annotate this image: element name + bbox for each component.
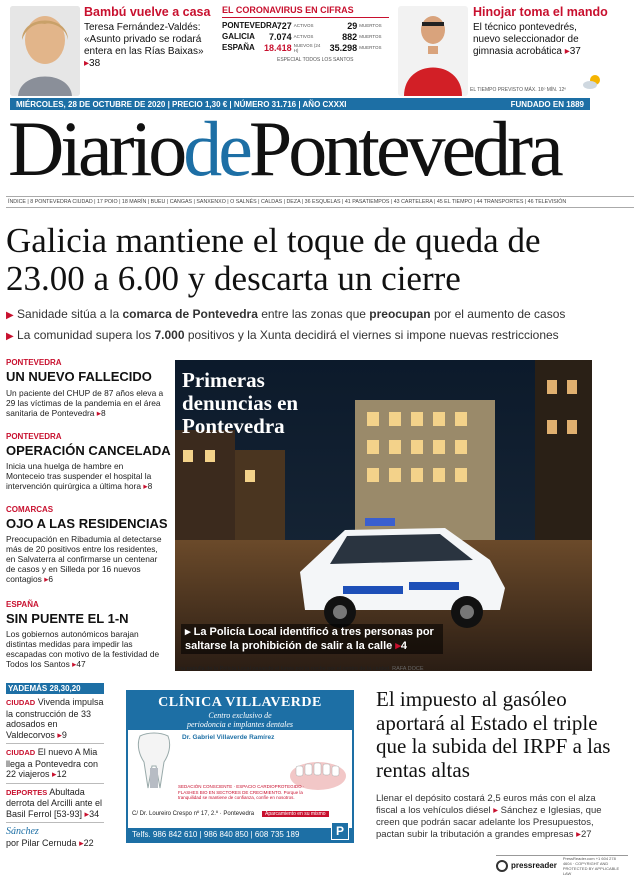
covid-deaths: 882 <box>342 31 358 42</box>
story2-arrow: ▸ <box>576 829 581 840</box>
covid-deaths-label: MUERTOS <box>359 23 382 28</box>
masthead-logo[interactable] <box>8 106 598 192</box>
brief-label: DEPORTES <box>6 787 48 797</box>
overlay-text: La Policía Local identificó a tres personas por saltarse la prohibición de salir a la calle <box>185 626 434 652</box>
brief-arrow: ▸ <box>57 729 62 740</box>
bullet-bold: preocupan <box>369 307 431 321</box>
bullet-text: entre las zonas que <box>257 307 370 321</box>
story-label: COMARCAS <box>6 505 54 514</box>
covid-active: 18.418 <box>264 42 292 53</box>
covid-figures-box <box>222 5 389 95</box>
story-text: Un paciente del CHUP de 87 años eleva a 29 las víctimas de la pandemia en el área sanitaria de Pontevedra <box>6 388 164 418</box>
covid-row <box>222 20 389 31</box>
covid-title: EL CORONAVIRUS EN CIFRAS <box>222 5 389 18</box>
story-page: 47 <box>76 659 86 669</box>
covid-deaths-label: MUERTOS <box>359 34 382 39</box>
ad-subtitle: Centro exclusivo de <box>208 711 272 720</box>
overlay-arrow-icon: ▸ <box>185 626 191 638</box>
masthead-part: Pontevedra <box>248 105 560 192</box>
covid-row <box>222 31 389 42</box>
bullet-text: Sanidade sitúa a la <box>17 307 123 321</box>
brief-label: CIUDAD <box>6 698 36 707</box>
pressreader-logo-icon <box>496 860 508 872</box>
promo-right-body: El técnico pontevedrés, nuevo seleccionador de gimnasia acrobática <box>473 22 579 57</box>
promo-right-photo[interactable] <box>398 6 468 96</box>
brief-page: 9 <box>61 729 67 740</box>
story-page: 8 <box>147 481 153 491</box>
bullet-bold: comarca de Pontevedra <box>122 307 258 321</box>
pressreader-name: pressreader <box>511 861 557 870</box>
covid-place: GALICIA <box>222 32 255 41</box>
covid-deaths: 29 <box>347 20 358 31</box>
ad-header <box>128 692 352 730</box>
caption-text: Una patrulla de la Policía Local pasando el lunes por la noche por el centro de la ciudad. <box>175 666 391 672</box>
bullet-text: por el aumento de casos <box>430 307 566 321</box>
brief-arrow: ▸ <box>79 837 84 848</box>
ad-doctor: Dr. Gabriel Villaverde Ramírez <box>182 734 275 741</box>
promo-left-photo[interactable] <box>10 6 80 96</box>
story2-text: Llenar el depósito costará 2,5 euros más con el alza fiscal a los vehículos diésel <box>376 793 596 816</box>
bullet-arrow-icon: ▶ <box>6 310 14 321</box>
main-headline[interactable]: Galicia mantiene el toque de queda de 23.00 a 6.00 y descarta un cierre <box>6 221 541 298</box>
story-text: Inicia una huelga de hambre en Monteceio tras suspender el hospital la intervención quirúrgica a última hora <box>6 461 152 491</box>
brief-arrow: ▸ <box>84 808 90 819</box>
promo-left-arrow: ▸ <box>84 58 90 69</box>
brief-page: 34 <box>89 808 100 819</box>
ad-phones: Telfs. 986 842 610 | 986 840 850 | 608 735 189 <box>128 828 352 841</box>
secondary-headline[interactable]: El impuesto al gasóleo aportará al Estado el triple que la subida del IRPF a las rentas altas <box>376 687 611 782</box>
weather-icon <box>582 74 602 90</box>
ad-parking: Aparcamiento en su mismo <box>262 811 329 817</box>
tooth-icon <box>134 732 174 797</box>
story-text: Preocupación en Ribadumia al detectarse más de 20 positivos entre los residentes, en Salvaterra al confirmarse un centenar de casos y en Silleda por 16 nuevos contagios <box>6 534 162 584</box>
brief-label: CIUDAD <box>6 748 36 757</box>
story-title[interactable]: OJO A LAS RESIDENCIAS <box>6 516 168 531</box>
headline-bullet <box>6 307 626 323</box>
promo-right-page: 37 <box>569 46 581 57</box>
story-label: ESPAÑA <box>6 600 39 609</box>
clinic-advertisement[interactable] <box>126 690 354 843</box>
story2-page: 27 <box>580 829 592 840</box>
ad-clinic-name: CLÍNICA VILLAVERDE <box>158 695 322 710</box>
promo-right-text <box>473 22 603 58</box>
brief-text: por Pilar Cernuda <box>6 837 77 848</box>
story-arrow: ▸ <box>44 574 49 584</box>
covid-active: 7.074 <box>269 31 292 42</box>
covid-deaths-label: MUERTOS <box>359 45 382 50</box>
story-arrow: ▸ <box>143 481 148 491</box>
brief-page: 12 <box>56 769 67 779</box>
covid-active-label: NUEVOS (24 H) <box>293 42 321 53</box>
brief-text: El nuevo A Mia llega a Pontevedra con 22 viajeros <box>6 747 99 779</box>
story-label: PONTEVEDRA <box>6 358 62 367</box>
photo-overlay-text[interactable] <box>181 624 443 654</box>
photo-caption <box>175 666 592 672</box>
ad-fineprint <box>182 744 292 780</box>
brief-item[interactable] <box>6 697 104 744</box>
top-promo-band <box>0 0 640 97</box>
story2-text: Sánchez e Iglesias, que creen que podrán sacar adelante los Presupuestos, pactan subir la tributación a grandes empresas <box>376 805 602 840</box>
story-body <box>6 461 164 491</box>
brief-page: 22 <box>83 837 94 848</box>
overlay-page: 4 <box>400 640 407 652</box>
story-text: Los gobiernos autonómicos barajan distintas medidas para impedir las escapadas con motivo de la festividad de Todos los Santos <box>6 629 160 669</box>
story-body <box>6 534 164 584</box>
ad-red-text: SEDACIÓN CONSCIENTE · ESPACIO CARDIOPROTEGIDO · FLASHES BIO EN SECTORES DE CRECIMIENTO. Porque la tranquilidad se mantiene de confianza, confíe en nosotros. <box>178 784 305 800</box>
covid-row <box>222 42 389 53</box>
bullet-text: positivos y la Xunta decidirá el viernes si impone nuevas restricciones <box>184 328 559 342</box>
promo-left-title[interactable]: Bambú vuelve a casa <box>84 5 211 19</box>
brief-item[interactable] <box>6 826 104 851</box>
masthead-part: de <box>183 105 249 192</box>
story-arrow: ▸ <box>72 659 77 669</box>
overlay-arrow: ▸ <box>395 640 401 652</box>
story-body <box>6 629 164 669</box>
story2-arrow: ▸ <box>493 805 499 816</box>
covid-active-label: ACTIVOS <box>293 34 314 39</box>
covid-active-label: ACTIVOS <box>293 23 314 28</box>
story-body <box>6 388 164 418</box>
promo-right-arrow: ▸ <box>564 46 570 57</box>
promo-left-body: Teresa Fernández-Valdés: «Asunto privado se rodará entera en las Rías Baixas» <box>84 22 204 57</box>
founded-text: FUNDADO EN 1889 <box>510 99 584 109</box>
brief-label: Sánchez <box>6 826 39 837</box>
promo-right-title[interactable]: Hinojar toma el mando <box>473 5 608 19</box>
story-page: 8 <box>101 408 106 418</box>
parking-icon: P <box>331 822 349 840</box>
brief-item[interactable] <box>6 747 104 784</box>
story-page: 6 <box>48 574 54 584</box>
section-index[interactable]: ÍNDICE | 8 PONTEVEDRA CIUDAD | 17 POIO | 18 MARÍN | BUEU | CANGAS | SANXENXO | O SALNÉS | CALDAS | DEZA | 36 ESQUELAS | 41 PASATIEMPOS | 43 CARTELERA | 45 EL TIEMPO | 44 TRANSPORTES | 46 TELEVISIÓN <box>6 196 634 208</box>
covid-active: 727 <box>276 20 292 31</box>
covid-place: ESPAÑA <box>222 43 255 52</box>
covid-footnote: ESPECIAL TODOS LOS SANTOS <box>277 57 354 63</box>
brief-arrow: ▸ <box>52 769 57 779</box>
bullet-text: La comunidad supera los <box>17 328 155 342</box>
pressreader-copyright: PressReader.com +1 604 278 4604 · COPYRIGHT AND PROTECTED BY APPLICABLE LAW <box>562 855 620 876</box>
weather-line: EL TIEMPO PREVISTO MÁX. 16º MÍN. 12º <box>470 87 567 93</box>
masthead-part: Diario <box>8 105 184 192</box>
ad-address: C/ Dr. Loureiro Crespo nº 17, 2.º · Pontevedra <box>132 811 255 817</box>
story-title[interactable]: SIN PUENTE EL 1-N <box>6 611 129 626</box>
brief-item[interactable] <box>6 787 104 824</box>
brief-text: Vivenda impulsa la construcción de 33 adosados en Valdecorvos <box>6 697 104 740</box>
story-label: PONTEVEDRA <box>6 432 62 441</box>
brief-text: Abultada derrota del Arcilli ante el Basil Ferrol [53-93] <box>6 786 103 819</box>
caption-credit: RAFA DOCE <box>392 666 424 672</box>
promo-left-page: 38 <box>89 58 101 69</box>
briefs-header: YADEMÁS 28,30,20 <box>6 683 104 694</box>
pressreader-footer[interactable] <box>496 855 628 875</box>
secondary-story-body <box>376 793 616 841</box>
bullet-bold: 7.000 <box>154 328 185 342</box>
headline-bullet <box>6 328 626 344</box>
story-title[interactable]: UN NUEVO FALLECIDO <box>6 369 152 384</box>
date-text: MIÉRCOLES, 28 DE OCTUBRE DE 2020 | PRECIO 1,30 € | NÚMERO 31.716 | AÑO CXXXI <box>16 99 347 109</box>
story-title[interactable]: OPERACIÓN CANCELADA <box>6 443 171 458</box>
briefs-column <box>6 683 104 851</box>
covid-deaths: 35.298 <box>329 42 358 53</box>
photo-title[interactable]: Primeras denuncias en Pontevedra <box>182 368 299 438</box>
ad-subtitle: periodoncia e implantes dentales <box>187 720 293 729</box>
story-arrow: ▸ <box>96 408 102 418</box>
bullet-arrow-icon: ▶ <box>6 331 14 342</box>
promo-left-text <box>84 22 220 70</box>
covid-place: PONTEVEDRA <box>222 21 278 30</box>
